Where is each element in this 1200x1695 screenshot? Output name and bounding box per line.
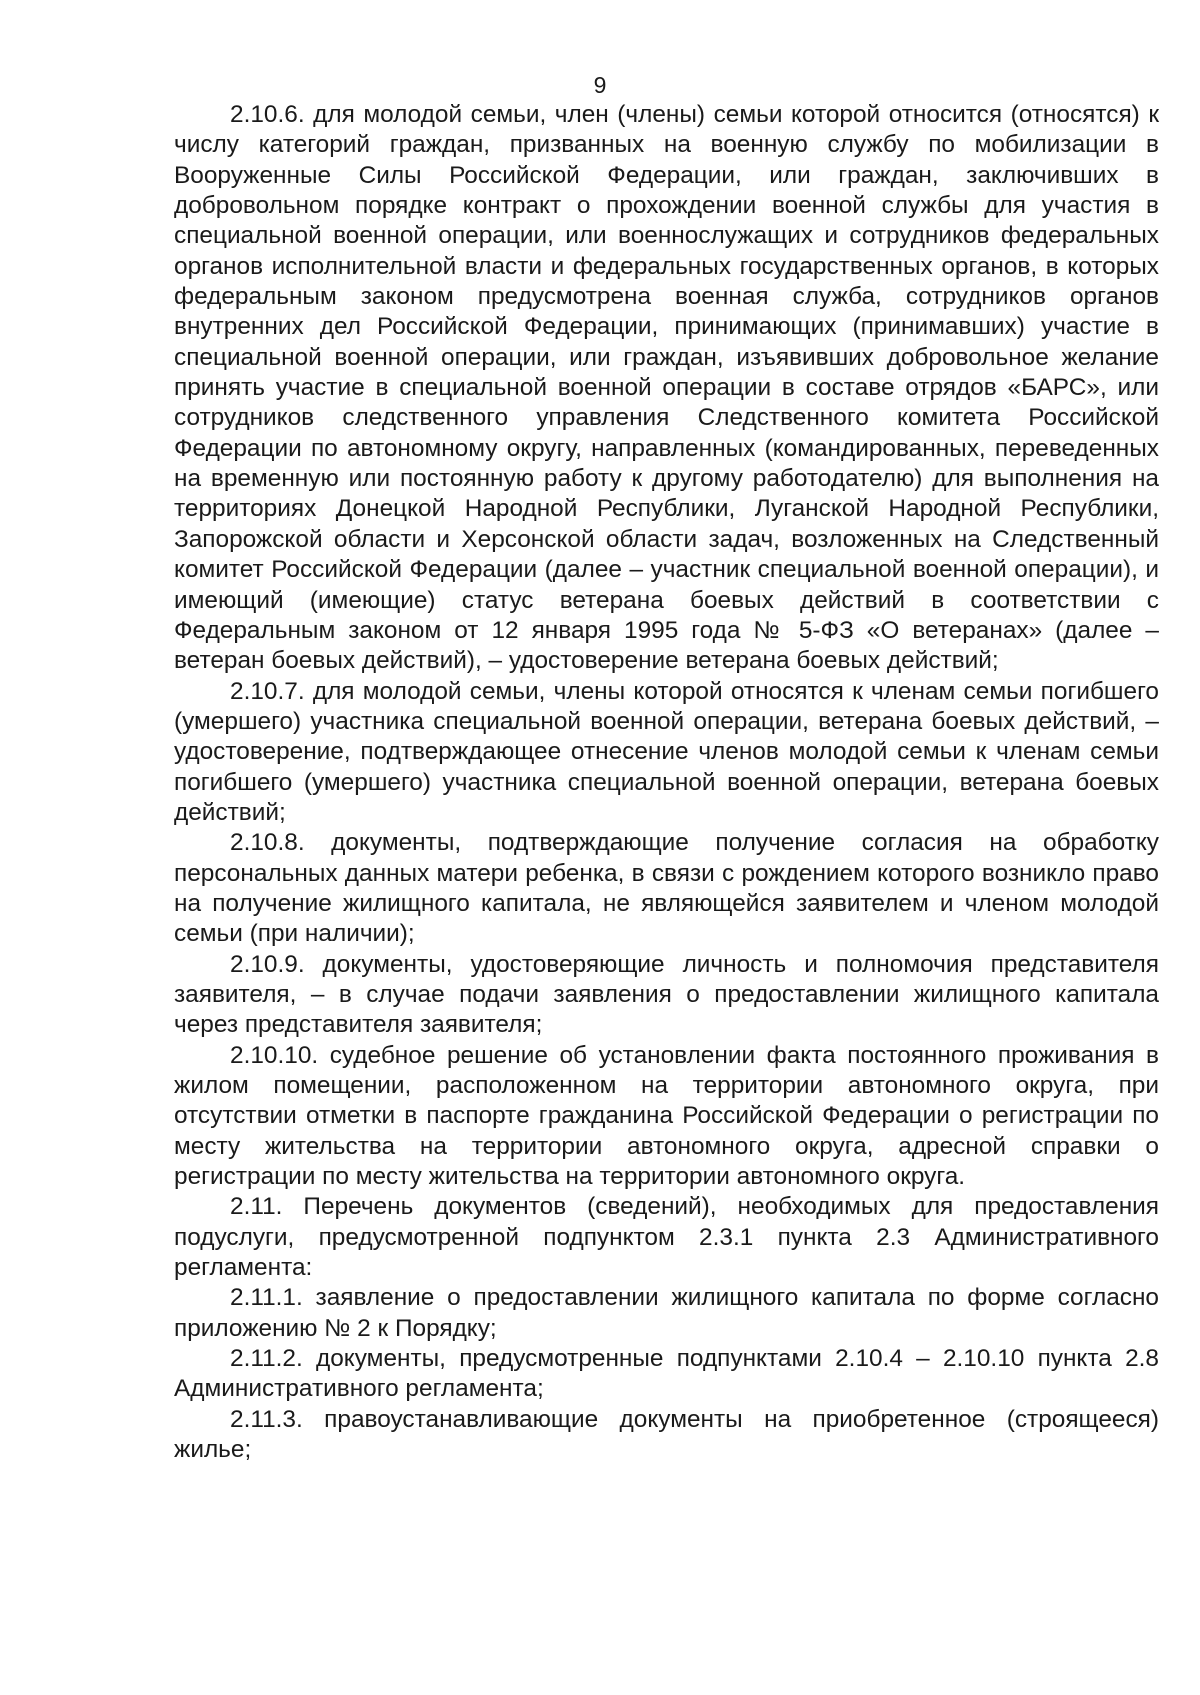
paragraph-2-10-7: 2.10.7. для молодой семьи, члены которой относятся к членам семьи погибшего (умершего) участника специальной военной операции, ветерана боевых действий, – удостоверение, подтверждающее отнесение членов молодой семьи к членам семьи погибшего (умершего) участника специальной военной операции, ветерана боевых действий;: [174, 677, 1159, 826]
paragraph-2-11-3: 2.11.3. правоустанавливающие документы на приобретенное (строящееся) жилье;: [174, 1405, 1159, 1464]
paragraph-2-10-10: 2.10.10. судебное решение об установлении факта постоянного проживания в жилом помещении, расположенном на территории автономного округа, при отсутствии отметки в паспорте гражданина Российской Федерации о регистрации по месту жительства на территории автономного округа, адресной справки о регистрации по месту жительства на территории автономного округа.: [174, 1041, 1159, 1191]
document-body: [174, 100, 1159, 1465]
paragraph-2-11-1: 2.11.1. заявление о предоставлении жилищного капитала по форме согласно приложению № 2 к Порядку;: [174, 1284, 1159, 1342]
paragraph-2-10-9: 2.10.9. документы, удостоверяющие личность и полномочия представителя заявителя, – в случае подачи заявления о предоставлении жилищного капитала через представителя заявителя;: [174, 950, 1159, 1039]
paragraph-2-11: 2.11. Перечень документов (сведений), необходимых для предоставления подуслуги, предусмотренной подпунктом 2.3.1 пункта 2.3 Административного регламента:: [174, 1193, 1159, 1282]
paragraph-2-10-6: 2.10.6. для молодой семьи, член (члены) семьи которой относится (относятся) к числу категорий граждан, призванных на военную службу по мобилизации в Вооруженные Силы Российской Федерации, или граждан, заключивших в добровольном порядке контракт о прохождении военной службы для участия в специальной военной операции, или военнослужащих и сотрудников федеральных органов исполнительной власти и федеральных государственных органов, в которых федеральным законом предусмотрена военная служба, сотрудников органов внутренних дел Российской Федерации, принимающих (принимавших) участие в специальной военной операции, или граждан, изъявивших добровольное желание принять участие в специальной военной операции в составе отрядов «БАРС», или сотрудников следственного управления Следственного комитета Российской Федерации по автономному округу, направленных (командированных, переведенных на временную или постоянную работу к другому работодателю) для выполнения на территориях Донецкой Народной Республики, Луганской Народной Республики, Запорожской области и Херсонской области задач, возложенных на Следственный комитет Российской Федерации (далее – участник специальной военной операции), и имеющий (имеющие) статус ветерана боевых действий в соответствии с Федеральным законом от 12 января 1995 года № 5-ФЗ «О ветеранах» (далее – ветеран боевых действий), – удостоверение ветерана боевых действий;: [174, 101, 1159, 675]
paragraph-2-10-8: 2.10.8. документы, подтверждающие получение согласия на обработку персональных данных матери ребенка, в связи с рождением которого возникло право на получение жилищного капитала, не являющейся заявителем и членом молодой семьи (при наличии);: [174, 829, 1159, 948]
page-number: 9: [593, 72, 607, 98]
paragraph-2-11-2: 2.11.2. документы, предусмотренные подпунктами 2.10.4 – 2.10.10 пункта 2.8 Административного регламента;: [174, 1345, 1159, 1403]
